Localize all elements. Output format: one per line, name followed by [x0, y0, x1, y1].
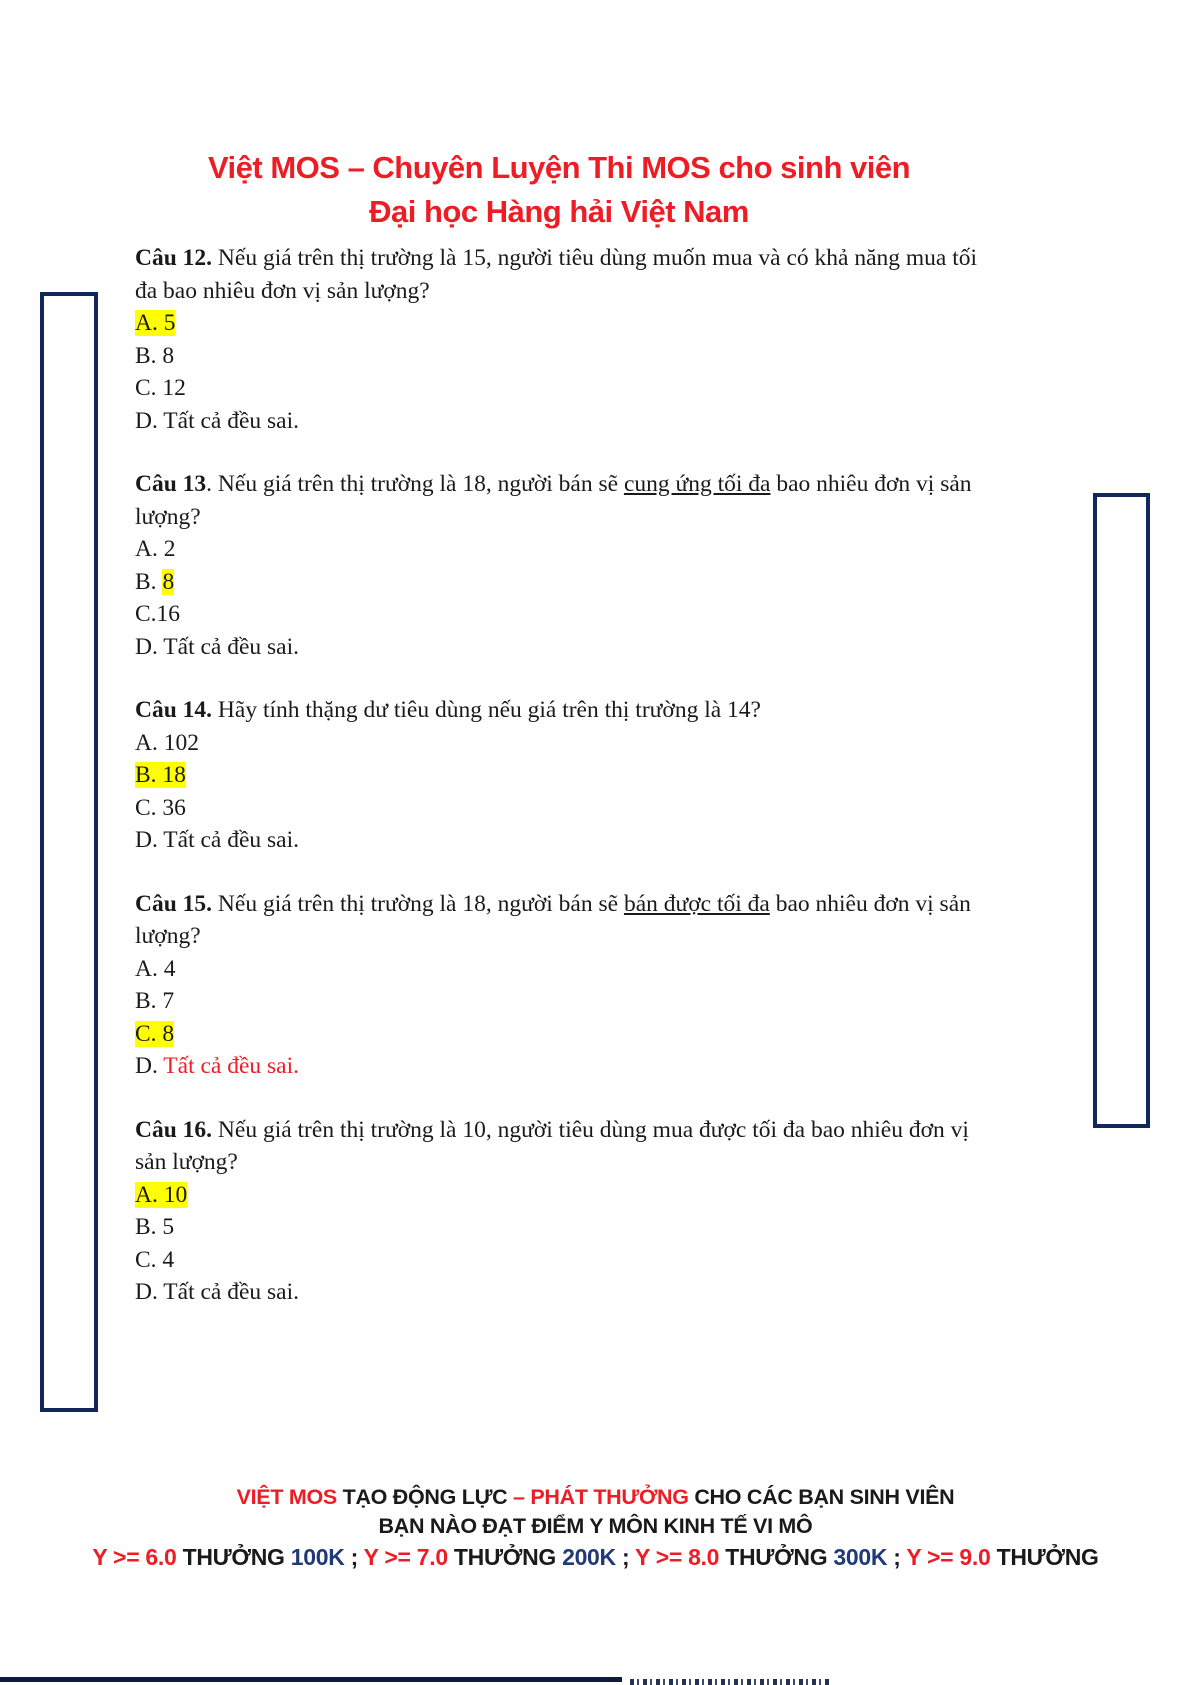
question-13-option-c: [135, 598, 983, 631]
question-15-before: Nếu giá trên thị trường là 18, người bán sẽ: [212, 890, 624, 917]
footer-accent-text: – PHÁT THƯỞNG: [513, 1485, 695, 1509]
reward-label: THƯỞNG: [176, 1544, 291, 1570]
title-line-1: Việt MOS – Chuyên Luyện Thi MOS cho sinh viên: [207, 150, 911, 185]
reward-score: Y >= 6.0: [92, 1544, 177, 1570]
clipped-text-fragment: [630, 1679, 830, 1685]
question-13-after: bao nhiêu đơn vị sản lượng?: [135, 471, 972, 530]
option-plain: D. Tất cả đều sai.: [135, 1279, 300, 1305]
reward-amount: 100K: [290, 1544, 345, 1570]
question-13-option-d: [135, 631, 983, 664]
question-15-option-a: [135, 953, 983, 986]
option-plain: A. 102: [135, 729, 199, 756]
option-plain: D. Tất cả đều sai.: [135, 827, 300, 853]
document-title: [135, 146, 983, 234]
option-plain: A. 2: [135, 536, 176, 562]
footer-brand: VIỆT MOS: [236, 1485, 337, 1509]
footer-tail-text: CHO CÁC BẠN SINH VIÊN: [694, 1485, 955, 1509]
title-line-2: Đại học Hàng hải Việt Nam: [369, 194, 749, 229]
option-highlight: B. 18: [135, 762, 186, 788]
question-14-option-b: [135, 759, 983, 792]
footer-mid-text: TẠO ĐỘNG LỰC: [336, 1485, 514, 1509]
option-plain: C.16: [135, 601, 181, 627]
question-14-label: Câu 14.: [135, 697, 213, 723]
question-14-before: Hãy tính thặng dư tiêu dùng nếu giá trên thị trường là 14?: [212, 697, 761, 723]
question-12: [135, 242, 983, 437]
reward-separator: ;: [344, 1544, 364, 1570]
question-15-label: Câu 15.: [135, 890, 213, 917]
promo-footer: [0, 1483, 1191, 1572]
question-13: [135, 468, 983, 663]
question-14-option-d: [135, 824, 983, 857]
question-12-label: Câu 12.: [135, 245, 213, 271]
reward-amount: 200K: [562, 1544, 616, 1570]
document-content: [135, 146, 983, 1309]
left-margin-frame: [40, 292, 98, 1412]
option-plain: B. 5: [135, 1214, 175, 1240]
option-highlight: 8: [162, 568, 175, 595]
question-14: [135, 694, 983, 857]
question-13-underline: cung ứng tối đa: [623, 471, 771, 497]
reward-separator: ;: [887, 1544, 907, 1570]
question-16-text: [135, 1114, 983, 1179]
question-13-text: [135, 468, 983, 533]
option-highlight: A. 5: [135, 310, 176, 336]
reward-label: THƯỞNG: [447, 1544, 563, 1570]
option-highlight: A. 10: [135, 1181, 188, 1208]
bottom-divider-bar: [0, 1677, 622, 1682]
option-plain: D. Tất cả đều sai.: [135, 633, 300, 660]
question-14-option-c: [135, 792, 983, 825]
question-13-before: . Nếu giá trên thị trường là 18, người bán sẽ: [206, 471, 624, 497]
option-plain: D. Tất cả đều sai.: [135, 407, 300, 434]
question-16-option-a: [135, 1179, 983, 1212]
reward-label: THƯỞNG: [719, 1544, 834, 1570]
question-14-option-a: [135, 727, 983, 760]
question-13-label: Câu 13: [135, 471, 207, 497]
question-12-option-c: [135, 372, 983, 405]
question-15-option-b: [135, 985, 983, 1018]
question-15-text: [135, 888, 983, 953]
option-highlight: C. 8: [135, 1020, 175, 1047]
question-13-option-a: [135, 533, 983, 566]
reward-amount: 300K: [833, 1544, 888, 1570]
question-15-option-c: [135, 1018, 983, 1051]
question-12-option-b: [135, 340, 983, 373]
question-15-after: bao nhiêu đơn vị sản lượng?: [135, 890, 971, 949]
question-16: [135, 1114, 983, 1309]
option-plain: B. 8: [135, 342, 175, 369]
question-12-option-a: [135, 307, 983, 340]
question-14-text: [135, 694, 983, 727]
question-16-option-d: [135, 1276, 983, 1309]
question-15: [135, 888, 983, 1083]
question-12-before: Nếu giá trên thị trường là 15, người tiêu dùng muốn mua và có khả năng mua tối đa bao nhiêu đơn vị sản lượng?: [135, 245, 978, 304]
reward-score: Y >= 9.0: [906, 1544, 991, 1570]
question-13-option-b: [135, 566, 983, 599]
option-plain: D.: [135, 1053, 164, 1079]
option-plain: B. 7: [135, 988, 175, 1014]
reward-score: Y >= 7.0: [363, 1544, 448, 1570]
question-12-option-d: [135, 405, 983, 438]
option-red: Tất cả đều sai.: [163, 1053, 300, 1079]
option-plain: C. 12: [135, 375, 186, 401]
footer-line-1: [0, 1483, 1191, 1512]
option-plain: C. 36: [135, 794, 186, 821]
question-16-before: Nếu giá trên thị trường là 10, người tiêu dùng mua được tối đa bao nhiêu đơn vị sản lượng?: [135, 1116, 969, 1175]
right-margin-frame: [1093, 493, 1150, 1128]
option-plain: A. 4: [135, 955, 176, 982]
option-plain: C. 4: [135, 1246, 175, 1273]
footer-rewards-line: [0, 1543, 1191, 1572]
question-15-option-d: [135, 1050, 983, 1083]
question-12-text: [135, 242, 983, 307]
question-16-label: Câu 16.: [135, 1116, 213, 1143]
option-plain: B.: [135, 568, 163, 595]
question-15-underline: bán được tối đa: [623, 890, 770, 917]
reward-separator: ;: [615, 1544, 635, 1570]
reward-label: THƯỞNG: [990, 1544, 1099, 1570]
reward-score: Y >= 8.0: [635, 1544, 720, 1570]
footer-line-2: BẠN NÀO ĐẠT ĐIỂM Y MÔN KINH TẾ VI MÔ: [378, 1514, 813, 1538]
question-16-option-b: [135, 1211, 983, 1244]
question-16-option-c: [135, 1244, 983, 1277]
